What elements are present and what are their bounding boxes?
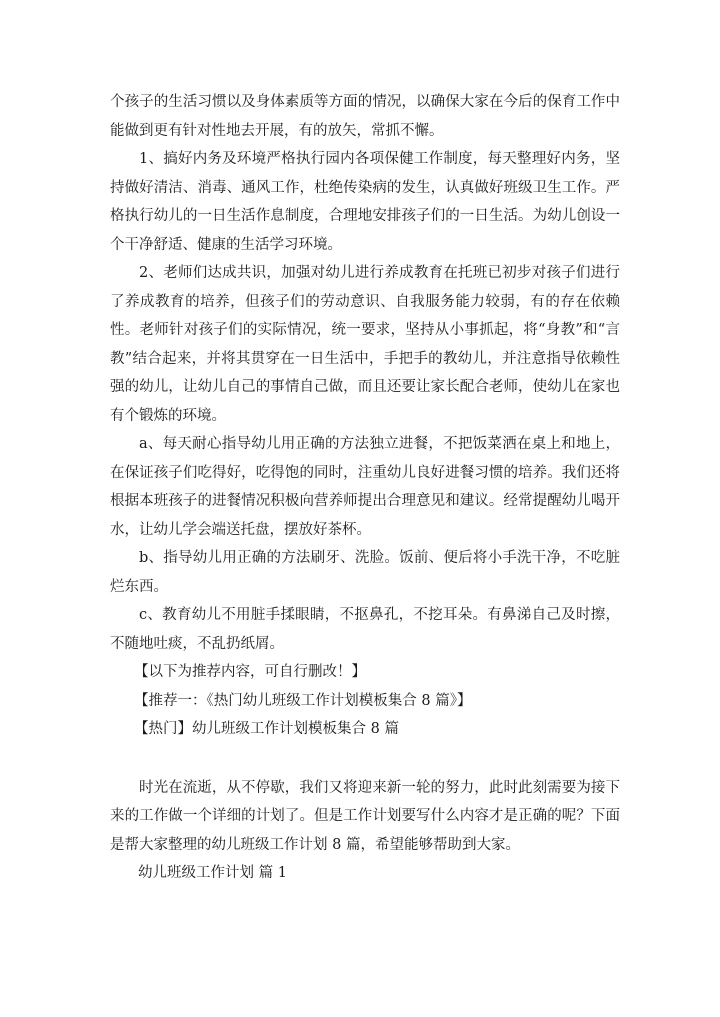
paragraph-item-1: 1、搞好内务及环境严格执行园内各项保健工作制度，每天整理好内务，坚持做好清洁、消毒、通风工作，杜绝传染病的发生，认真做好班级卫生工作。严格执行幼儿的一日生活作息制度，合理地安排孩子们的一日生活。为幼儿创设一个干净舒适、健康的生活学习环境。 [110,151,620,253]
recommend-link-1[interactable]: 【推荐一：《热门幼儿班级工作计划模板集合 8 篇》】 [134,692,472,709]
document-body [110,88,620,888]
paragraph-item-b: b、指导幼儿用正确的方法刷牙、洗脸。饭前、便后将小手洗干净，不吃脏烂东西。 [110,550,620,595]
chapter-title: 幼儿班级工作计划 篇 1 [138,865,287,881]
intro-paragraph: 时光在流逝，从不停歇，我们又将迎来新一轮的努力，此时此刻需要为接下来的工作做一个详细的计划了。但是工作计划要写什么内容才是正确的呢？下面是帮大家整理的幼儿班级工作计划 8 篇，希望能够帮助到大家。 [110,779,620,853]
paragraph-continuation: 个孩子的生活习惯以及身体素质等方面的情况，以确保大家在今后的保育工作中能做到更有针对性地去开展，有的放矢，常抓不懈。 [110,94,620,139]
section-spacer [110,744,620,774]
paragraph-item-a: a、每天耐心指导幼儿用正确的方法独立进餐，不把饭菜洒在桌上和地上，在保证孩子们吃得好，吃得饱的同时，注重幼儿良好进餐习惯的培养。我们还将根据本班孩子的进餐情况积极向营养师提出合理意见和建议。经常提醒幼儿喝开水，让幼儿学会端送托盘，摆放好茶杯。 [110,436,620,538]
recommend-link-2[interactable]: 【热门】幼儿班级工作计划模板集合 8 篇 [134,721,399,737]
paragraph-item-c: c、教育幼儿不用脏手揉眼睛，不抠鼻孔，不挖耳朵。有鼻涕自己及时擦，不随地吐痰，不乱扔纸屑。 [110,607,620,652]
paragraph-item-2: 2、老师们达成共识，加强对幼儿进行养成教育在托班已初步对孩子们进行了养成教育的培养，但孩子们的劳动意识、自我服务能力较弱，有的存在依赖性。老师针对孩子们的实际情况，统一要求，坚持从小事抓起，将“身教”和“言教”结合起来，并将其贯穿在一日生活中，手把手的教幼儿，并注意指导依赖性强的幼儿，让幼儿自己的事情自己做，而且还要让家长配合老师，使幼儿在家也有个锻炼的环境。 [110,265,620,424]
recommend-note: 【以下为推荐内容，可自行删改！】 [134,664,366,680]
